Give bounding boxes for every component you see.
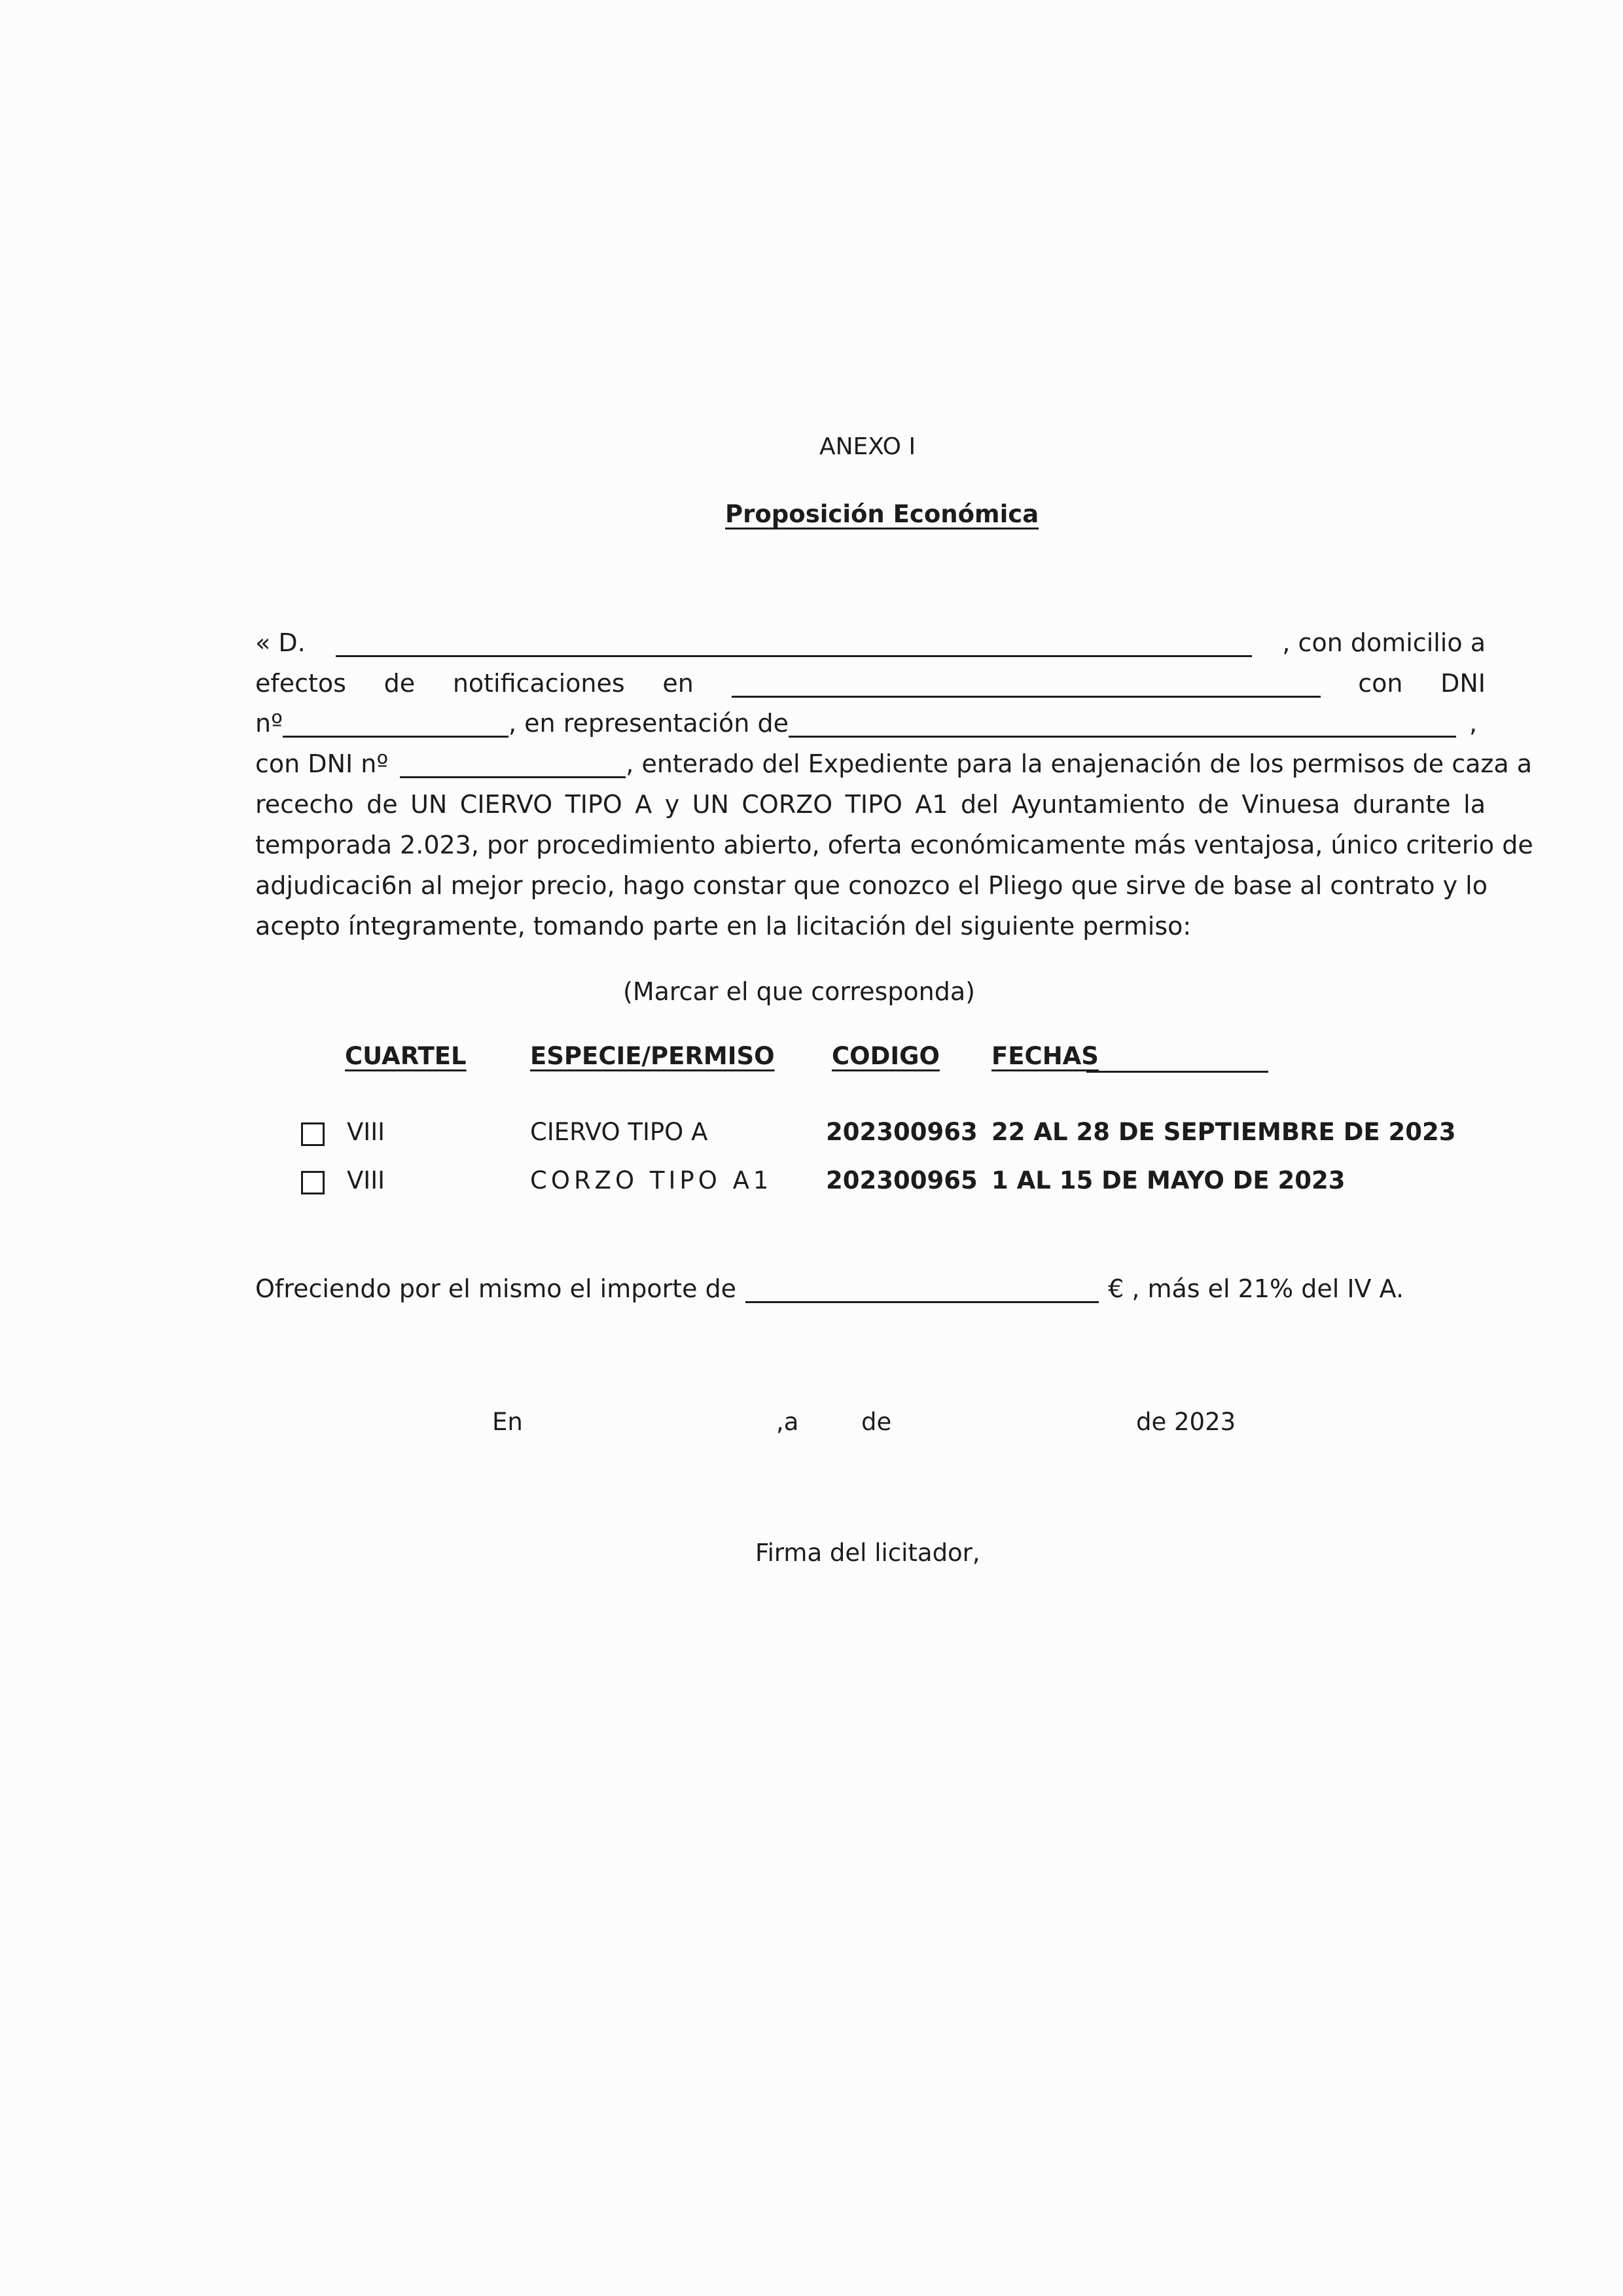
representation-field[interactable] [789,713,1456,738]
line3-end: , [1469,709,1478,738]
paragraph-line-7: adjudicaci6n al mejor precio, hago constar que conozco el Pliego que sirve de base al contrato y lo [255,871,1488,900]
name-field[interactable] [336,633,1252,657]
signature-label: Firma del licitador, [755,1539,980,1567]
amount-field[interactable] [745,1279,1099,1303]
offer-start: Ofreciendo por el mismo el importe de [255,1274,737,1303]
paragraph-line-6: temporada 2.023, por procedimiento abierto, oferta económicamente más ventajosa, único criterio de [255,831,1533,859]
line3-start: nº [255,709,283,738]
offer-end: € , más el 21% del IV A. [1108,1274,1404,1303]
header-especie: ESPECIE/PERMISO [530,1042,775,1070]
line2-word-2: de [383,669,416,698]
header-fechas-underline [1086,1071,1268,1073]
paragraph-line-5: rececho de UN CIERVO TIPO A y UN CORZO TIPO A1 del Ayuntamiento de Vinuesa durante la [255,790,1486,819]
month-label: de [861,1408,892,1436]
paragraph-line-1 [255,628,1486,657]
line4-start: con DNI nº [255,749,389,778]
header-fechas: FECHAS [991,1042,1099,1070]
row2-fechas: 1 AL 15 DE MAYO DE 2023 [991,1166,1346,1194]
line2-word-dni: DNI [1440,669,1486,698]
paragraph-line-3 [255,709,1486,738]
annex-heading: ANEXO I [819,433,916,460]
row2-especie: CORZO TIPO A1 [530,1166,773,1194]
representative-dni-field[interactable] [400,754,626,778]
paragraph-line-4 [255,749,1532,778]
line1-start: « D. [255,628,306,657]
checkbox-corzo[interactable] [301,1171,325,1194]
dni-field[interactable] [283,713,508,738]
document-title: Proposición Económica [725,500,1039,528]
line2-word-3: notificaciones [452,669,625,698]
row2-cuartel: VIII [347,1166,385,1194]
paragraph-line-2 [255,669,1486,698]
checkbox-ciervo[interactable] [301,1122,325,1146]
line2-word-con: con [1358,669,1403,698]
address-field[interactable] [732,673,1321,698]
year-label: de 2023 [1136,1408,1236,1436]
instruction-text: (Marcar el que corresponda) [623,977,975,1006]
header-cuartel: CUARTEL [345,1042,467,1070]
header-codigo: CODIGO [832,1042,940,1070]
offer-line [255,1274,1404,1303]
row1-especie: CIERVO TIPO A [530,1118,708,1146]
row1-codigo: 202300963 [826,1118,978,1146]
row2-codigo: 202300965 [826,1166,978,1194]
day-label: ,a [776,1408,799,1436]
row1-cuartel: VIII [347,1118,385,1146]
place-label: En [492,1408,523,1436]
line2-word-4: en [662,669,694,698]
line1-end: , con domicilio a [1282,628,1486,657]
row1-fechas: 22 AL 28 DE SEPTIEMBRE DE 2023 [991,1118,1456,1146]
line4-end: , enterado del Expediente para la enajenación de los permisos de caza a [626,749,1532,778]
line3-mid: , en representación de [508,709,789,738]
line2-word-1: efectos [255,669,346,698]
paragraph-line-8: acepto íntegramente, tomando parte en la licitación del siguiente permiso: [255,912,1192,941]
